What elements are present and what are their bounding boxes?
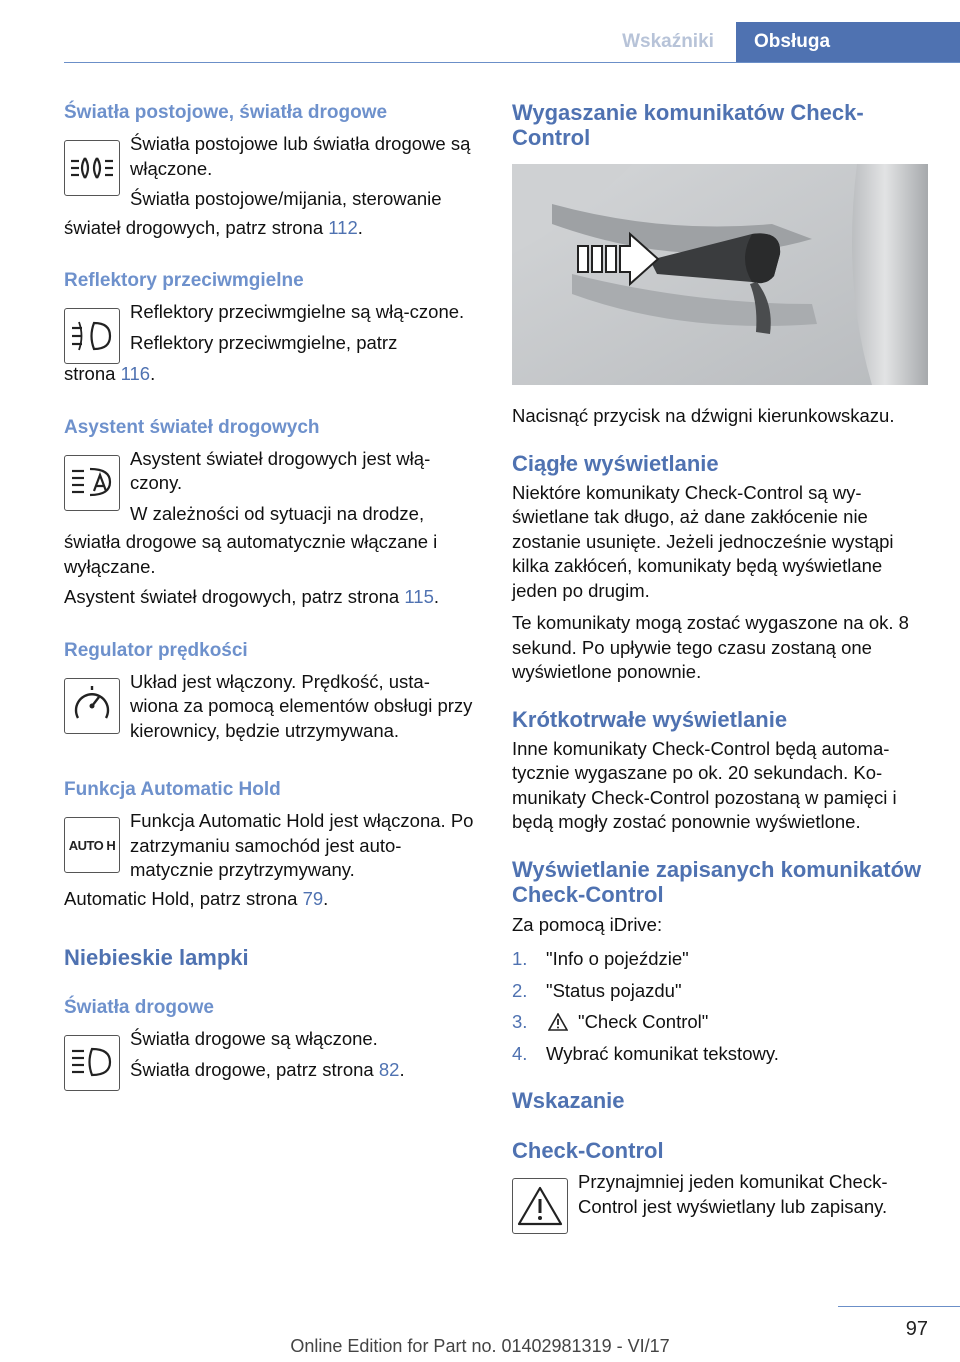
- step-number: 1.: [512, 948, 528, 969]
- heading-continuous-display: Ciągłe wyświetlanie: [512, 450, 719, 476]
- auto-hold-ref: [64, 887, 476, 912]
- link-page-112[interactable]: 112: [328, 216, 358, 238]
- heading-fog-lights: Reflektory przeciwmgielne: [64, 270, 304, 291]
- brief-p1: Inne komunikaty Check-Control będą automa-tycznie wygaszane po ok. 20 sekundach. Ko-munikaty Check-Control pozostaną w pamięci i będą mogły zostać ponownie wyświetlone.: [512, 737, 897, 832]
- assist-ref-dot: .: [433, 586, 439, 607]
- link-page-79[interactable]: 79: [302, 887, 324, 909]
- step-text: "Info o pojeździe": [546, 948, 689, 969]
- fog-lights-icon: [64, 308, 120, 364]
- autohold-ref-text: Automatic Hold, patrz strona: [64, 887, 303, 909]
- list-item: [512, 1010, 928, 1035]
- turn-signal-lever-image: [512, 164, 928, 385]
- footer-edition: Online Edition for Part no. 01402981319 - VI/17: [290, 1336, 670, 1356]
- fog-lights-ref-a: Reflektory przeciwmgielne, patrz: [130, 331, 398, 353]
- heading-stored-messages: Wyświetlanie zapisanych komunikatów Check-Control: [512, 856, 922, 907]
- fog-ref-dot: .: [150, 363, 156, 384]
- auto-hold-icon-text: AUTO H: [68, 837, 116, 853]
- list-item: [512, 1042, 928, 1067]
- check-control-desc: Przynajmniej jeden komunikat Check-Control jest wyświetlany lub zapisany.: [578, 1171, 888, 1217]
- link-page-116[interactable]: 116: [120, 363, 151, 384]
- tab-wskazniki[interactable]: Wskaźniki: [622, 31, 714, 52]
- parking-ref-dot: .: [357, 216, 363, 238]
- heading-dismiss-check-control: Wygaszanie komunikatów Check-Control: [512, 100, 864, 150]
- highbeam-ref-dot: .: [399, 1058, 405, 1080]
- list-item: [512, 979, 928, 1004]
- heading-high-beams: Światła drogowe: [64, 997, 214, 1018]
- link-page-115[interactable]: 115: [404, 586, 434, 607]
- step-text: "Status pojazdu": [546, 979, 682, 1001]
- heading-automatic-hold: Funkcja Automatic Hold: [64, 779, 281, 800]
- heading-blue-lamps: Niebieskie lampki: [64, 945, 249, 970]
- warning-triangle-icon: [548, 1013, 568, 1031]
- heading-parking-lights: Światła postojowe, światła drogowe: [64, 102, 388, 123]
- check-control-warning-icon: [512, 1178, 568, 1234]
- heading-check-control: Check-Control: [512, 1138, 664, 1163]
- high-beam-assistant-info-a: W zależności od sytuacji na drodze,: [130, 502, 425, 524]
- high-beam-assistant-ref: [64, 585, 476, 610]
- fog-lights-ref: [64, 362, 476, 387]
- parking-lights-icon: [64, 140, 120, 196]
- step-number: 4.: [512, 1042, 528, 1064]
- parking-lights-ref-a: Światła postojowe/mijania, sterowanie: [130, 188, 442, 209]
- high-beam-assistant-icon: [64, 455, 120, 511]
- auto-hold-desc: Funkcja Automatic Hold jest włączona. Po zatrzymaniu samochód jest auto-matycznie przytrzymywany.: [130, 810, 474, 880]
- footer-divider: [838, 1306, 960, 1307]
- page-number: 97: [905, 1318, 928, 1340]
- parking-lights-desc: Światła postojowe lub światła drogowe są włączone.: [130, 133, 471, 179]
- right-column: [512, 100, 928, 1234]
- heading-brief-display: Krótkotrwałe wyświetlanie: [512, 706, 788, 732]
- assist-ref-text: Asystent świateł drogowych, patrz strona: [64, 586, 405, 607]
- parking-lights-ref: [64, 216, 476, 241]
- highbeam-ref-text: Światła drogowe, patrz strona: [130, 1058, 379, 1080]
- fog-ref-text: strona: [64, 363, 121, 384]
- cruise-control-desc: Układ jest włączony. Prędkość, usta-wiona za pomocą elementów obsługi przy kierownicy, będzie utrzymywana.: [130, 670, 473, 741]
- header-divider: [64, 62, 960, 63]
- heading-indication: Wskazanie: [512, 1088, 625, 1113]
- step-number: 3.: [512, 1011, 528, 1032]
- parking-ref-text: świateł drogowych, patrz strona: [64, 216, 329, 238]
- left-column: [64, 100, 476, 1091]
- step-text: Wybrać komunikat tekstowy.: [546, 1042, 779, 1064]
- cruise-control-icon: [64, 678, 120, 734]
- high-beam-ref: [130, 1058, 405, 1083]
- heading-high-beam-assistant: Asystent świateł drogowych: [64, 416, 320, 438]
- stored-steps-list: [512, 947, 928, 1066]
- fog-lights-desc: Reflektory przeciwmgielne są włą-czone.: [130, 301, 465, 322]
- high-beam-assistant-info: światła drogowe są automatycznie włączane i wyłączane.: [64, 531, 438, 577]
- autohold-ref-dot: .: [323, 887, 329, 909]
- page-header: [0, 22, 960, 62]
- step-number: 2.: [512, 979, 528, 1001]
- heading-cruise-control: Regulator prędkości: [64, 639, 248, 661]
- auto-hold-icon: [64, 817, 120, 873]
- continuous-p2: Te komunikaty mogą zostać wygaszone na ok. 8 sekund. Po upływie tego czasu zostaną one wyświetlone ponownie.: [512, 612, 909, 682]
- tab-obsluga[interactable]: Obsługa: [736, 22, 960, 62]
- link-page-82[interactable]: 82: [378, 1058, 400, 1080]
- step-text: "Check Control": [578, 1011, 709, 1032]
- high-beam-assistant-desc: Asystent świateł drogowych jest włą-czony.: [130, 447, 431, 493]
- dismiss-caption: Nacisnąć przycisk na dźwigni kierunkowskazu.: [512, 405, 895, 426]
- high-beam-desc: Światła drogowe są włączone.: [130, 1028, 378, 1049]
- high-beam-icon: [64, 1035, 120, 1091]
- stored-intro: Za pomocą iDrive:: [512, 913, 663, 935]
- continuous-p1: Niektóre komunikaty Check-Control są wy-świetlane tak długo, aż dane zakłócenie nie zostanie usunięte. Jeżeli jednocześnie wystąpi kilka zakłóceń, komunikaty będą wyświetlane jeden po drugim.: [512, 481, 894, 601]
- list-item: [512, 947, 928, 972]
